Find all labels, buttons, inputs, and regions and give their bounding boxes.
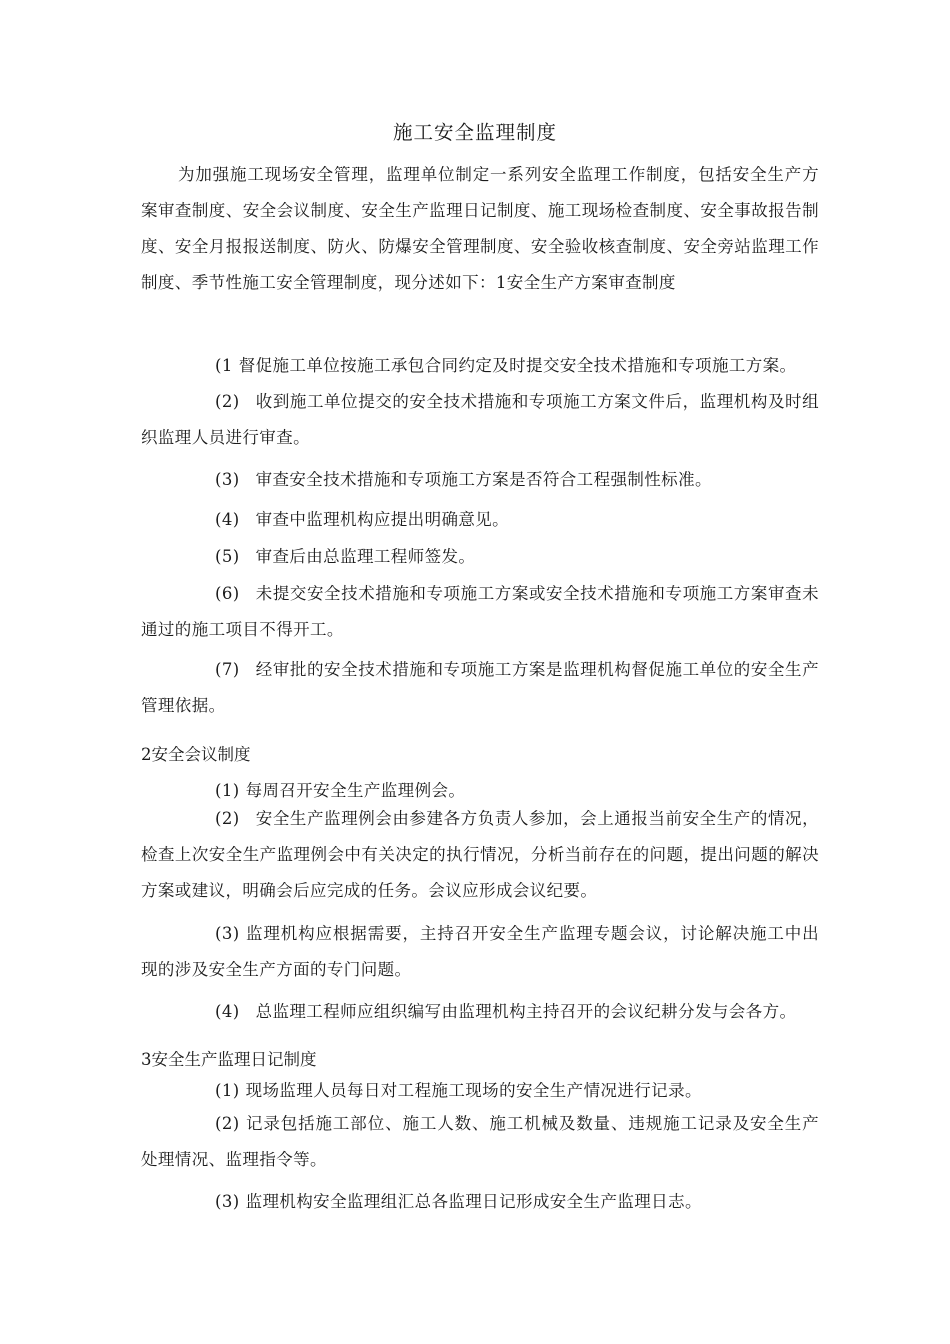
section-heading: 3安全生产监理日记制度 [141, 1050, 317, 1069]
list-item [141, 1073, 819, 1109]
item-number: (3) [215, 470, 240, 489]
item-text: 督促施工单位按施工承包合同约定及时提交安全技术措施和专项施工方案。 [238, 356, 797, 375]
item-number: (7) [215, 660, 240, 679]
item-text: 经审批的安全技术措施和专项施工方案是监理机构督促施工单位的安全生产管理依据。 [141, 660, 819, 715]
list-item [141, 576, 819, 648]
item-text: 未提交安全技术措施和专项施工方案或安全技术措施和专项施工方案审查未通过的施工项目不得开工。 [141, 584, 819, 639]
item-text: 现场监理人员每日对工程施工现场的安全生产情况进行记录。 [245, 1081, 702, 1100]
list-item [141, 462, 819, 498]
item-number: (1) [215, 1081, 240, 1100]
list-item [141, 539, 819, 575]
item-number: (1 [215, 356, 233, 375]
page-title: 施工安全监理制度 [392, 121, 557, 144]
item-number: (1) [215, 781, 240, 800]
list-item [141, 916, 819, 988]
intro-paragraph: 为加强施工现场安全管理，监理单位制定一系列安全监理工作制度，包括安全生产方案审查制度、安全会议制度、安全生产监理日记制度、施工现场检查制度、安全事故报告制度、安全月报报送制度、防火、防爆安全管理制度、安全验收核查制度、安全旁站监理工作制度、季节性施工安全管理制度，现分述如下：1安全生产方案审查制度 [141, 165, 819, 292]
item-number: (2) [215, 1114, 240, 1133]
item-text: 审查中监理机构应提出明确意见。 [255, 510, 510, 529]
item-number: (2) [215, 392, 240, 411]
list-item [141, 801, 819, 909]
item-number: (3) [215, 1192, 240, 1211]
item-text: 收到施工单位提交的安全技术措施和专项施工方案文件后，监理机构及时组织监理人员进行审查。 [141, 392, 819, 447]
item-text: 每周召开安全生产监理例会。 [245, 781, 466, 800]
list-item [141, 994, 819, 1030]
item-number: (6) [215, 584, 240, 603]
list-item [141, 1184, 819, 1220]
item-text: 审查安全技术措施和专项施工方案是否符合工程强制性标准。 [255, 470, 712, 489]
item-text: 总监理工程师应组织编写由监理机构主持召开的会议纪耕分发与会各方。 [255, 1002, 797, 1021]
item-text: 监理机构应根据需要，主持召开安全生产监理专题会议，讨论解决施工中出现的涉及安全生产方面的专门问题。 [141, 924, 819, 979]
section-heading: 2安全会议制度 [141, 745, 251, 764]
item-text: 监理机构安全监理组汇总各监理日记形成安全生产监理日志。 [245, 1192, 702, 1211]
item-number: (5) [215, 547, 240, 566]
item-text: 审查后由总监理工程师签发。 [255, 547, 476, 566]
list-item [141, 348, 819, 384]
list-item [141, 652, 819, 724]
item-number: (4) [215, 1002, 240, 1021]
item-number: (2) [215, 809, 240, 828]
list-item [141, 1106, 819, 1178]
item-text: 安全生产监理例会由参建各方负责人参加，会上通报当前安全生产的情况，检查上次安全生产监理例会中有关决定的执行情况，分析当前存在的问题，提出问题的解决方案或建议，明确会后应完成的任务。会议应形成会议纪要。 [141, 809, 819, 900]
item-number: (3) [215, 924, 240, 943]
item-text: 记录包括施工部位、施工人数、施工机械及数量、违规施工记录及安全生产处理情况、监理指令等。 [141, 1114, 819, 1169]
list-item [141, 384, 819, 456]
item-number: (4) [215, 510, 240, 529]
list-item [141, 502, 819, 538]
